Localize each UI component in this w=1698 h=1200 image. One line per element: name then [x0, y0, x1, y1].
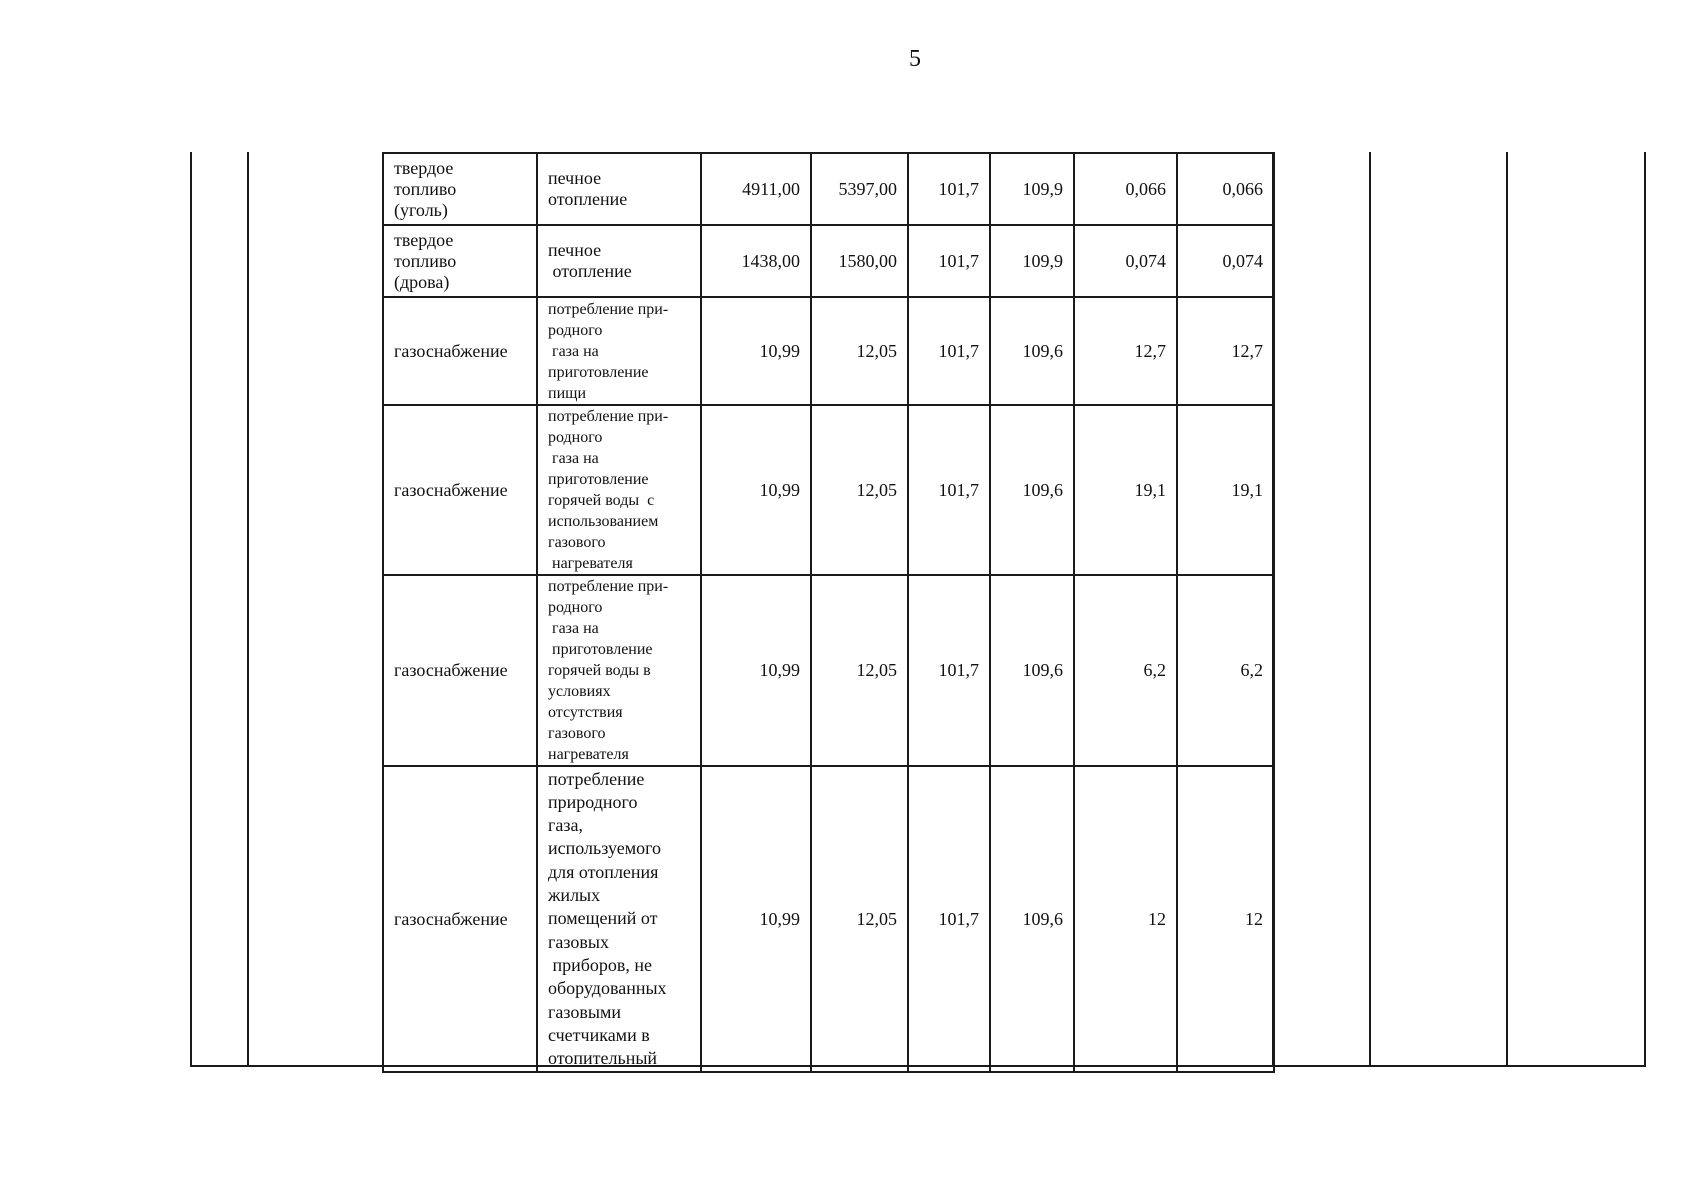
- value-cell: 12: [1074, 766, 1177, 1072]
- table-row: [383, 225, 1274, 297]
- value-cell: 10,99: [701, 297, 811, 405]
- value-cell: 0,066: [1177, 153, 1274, 225]
- value-cell: 101,7: [908, 575, 990, 766]
- resource-cell: твердое топливо (уголь): [383, 153, 537, 225]
- value-cell: 10,99: [701, 405, 811, 575]
- value-cell: 109,9: [990, 225, 1074, 297]
- table-row: [383, 405, 1274, 575]
- value-cell: 101,7: [908, 297, 990, 405]
- table-row: [383, 575, 1274, 766]
- resource-cell: твердое топливо (дрова): [383, 225, 537, 297]
- value-cell: 109,6: [990, 405, 1074, 575]
- column-border: [1369, 152, 1371, 1067]
- value-cell: 12,05: [811, 575, 908, 766]
- value-cell: 12: [1177, 766, 1274, 1072]
- table-row: [383, 153, 1274, 225]
- value-cell: 1580,00: [811, 225, 908, 297]
- value-cell: 12,7: [1074, 297, 1177, 405]
- usage-cell: печное отопление: [537, 153, 701, 225]
- table-row: [383, 297, 1274, 405]
- value-cell: 101,7: [908, 153, 990, 225]
- column-border: [1644, 152, 1646, 1067]
- value-cell: 10,99: [701, 766, 811, 1072]
- value-cell: 5397,00: [811, 153, 908, 225]
- value-cell: 109,6: [990, 766, 1074, 1072]
- table-row: [383, 766, 1274, 1072]
- resource-cell: газоснабжение: [383, 766, 537, 1072]
- column-border: [190, 152, 192, 1067]
- value-cell: 4911,00: [701, 153, 811, 225]
- column-border: [247, 152, 249, 1067]
- value-cell: 0,066: [1074, 153, 1177, 225]
- value-cell: 0,074: [1074, 225, 1177, 297]
- value-cell: 12,05: [811, 297, 908, 405]
- value-cell: 0,074: [1177, 225, 1274, 297]
- value-cell: 109,9: [990, 153, 1074, 225]
- value-cell: 19,1: [1074, 405, 1177, 575]
- value-cell: 101,7: [908, 405, 990, 575]
- value-cell: 101,7: [908, 766, 990, 1072]
- value-cell: 101,7: [908, 225, 990, 297]
- page-number: 5: [909, 46, 921, 72]
- usage-cell: печное отопление: [537, 225, 701, 297]
- value-cell: 19,1: [1177, 405, 1274, 575]
- value-cell: 1438,00: [701, 225, 811, 297]
- resource-cell: газоснабжение: [383, 297, 537, 405]
- value-cell: 12,7: [1177, 297, 1274, 405]
- column-border: [1506, 152, 1508, 1067]
- value-cell: 109,6: [990, 297, 1074, 405]
- value-cell: 12,05: [811, 405, 908, 575]
- value-cell: 109,6: [990, 575, 1074, 766]
- usage-cell: потребление при- родного газа на приготовление горячей воды с использованием газового нагревателя: [537, 405, 701, 575]
- usage-cell: потребление при- родного газа на приготовление горячей воды в условиях отсутствия газового нагревателя: [537, 575, 701, 766]
- value-cell: 12,05: [811, 766, 908, 1072]
- value-cell: 6,2: [1177, 575, 1274, 766]
- resource-cell: газоснабжение: [383, 405, 537, 575]
- value-cell: 6,2: [1074, 575, 1177, 766]
- usage-cell: потребление при- родного газа на приготовление пищи: [537, 297, 701, 405]
- resource-cell: газоснабжение: [383, 575, 537, 766]
- usage-cell: потребление природного газа, используемого для отопления жилых помещений от газовых приборов, не оборудованных газовыми счетчиками в отопительный: [537, 766, 701, 1072]
- tariff-table: [382, 152, 1275, 1073]
- value-cell: 10,99: [701, 575, 811, 766]
